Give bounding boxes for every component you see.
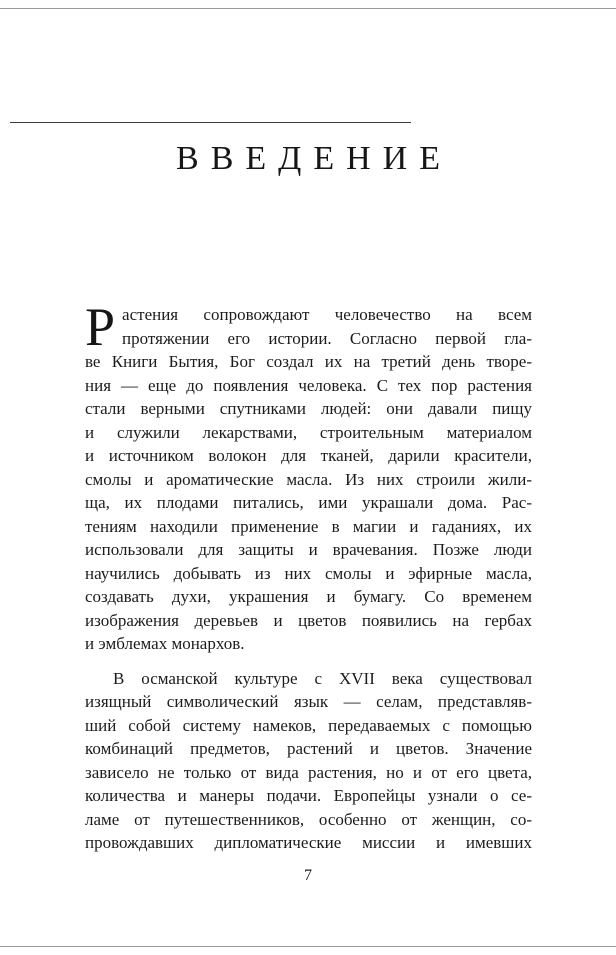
- text-line: ламе от путешественников, особенно от женщин, со-: [85, 809, 532, 829]
- text-line: тениям находили применение в магии и гаданиях, их: [85, 516, 532, 536]
- text-line: количества и манеры подачи. Европейцы узнали о се-: [85, 786, 532, 805]
- text-line: зависело не только от вида растения, но и от его цвета,: [85, 762, 532, 782]
- text-line: ший собой систему намеков, передаваемых с помощью: [85, 715, 532, 735]
- text-line: создавать духи, украшения и бумагу. Со временем: [85, 587, 532, 606]
- text-block: [85, 297, 532, 855]
- text-line: ве Книги Бытия, Бог создал их на третий день творе-: [85, 352, 532, 371]
- page-number: 7: [304, 867, 312, 884]
- paragraph: [85, 297, 532, 656]
- page-bottom-border: [0, 946, 616, 947]
- text-line: и источником волокон для тканей, дарили красители,: [85, 446, 532, 465]
- text-line: изящный символический язык — селам, представляв-: [85, 692, 532, 711]
- text-line: стали верными спутниками людей: они давали пищу: [85, 399, 532, 418]
- text-line: комбинаций предметов, растений и цветов. Значение: [85, 739, 532, 758]
- text-line: протяжении его истории. Согласно первой гла-: [122, 328, 532, 348]
- text-line: ния — еще до появления человека. С тех пор растения: [85, 375, 532, 395]
- text-line: изображения деревьев и цветов появились на гербах: [85, 610, 532, 630]
- text-line: астения сопровождают человечество на всем: [122, 305, 532, 324]
- text-line: использовали для защиты и врачевания. Позже люди: [85, 540, 532, 559]
- drop-cap: Р: [85, 297, 116, 357]
- text-line: научились добывать из них смолы и эфирные масла,: [85, 563, 532, 583]
- paragraph: [85, 667, 532, 855]
- text-line: и эмблемах монархов.: [85, 634, 245, 653]
- text-line: В османской культуре с XVII века существовал: [113, 668, 532, 688]
- page-top-border: [0, 8, 616, 9]
- chapter-rule: [10, 122, 411, 123]
- text-line: смолы и ароматические масла. Из них строили жили-: [85, 469, 532, 489]
- text-line: ща, их плодами питались, ими украшали дома. Рас-: [85, 493, 532, 512]
- text-line: и служили лекарствами, строительным материалом: [85, 422, 532, 442]
- chapter-title: ВВЕДЕНИЕ: [176, 140, 452, 177]
- text-line: провождавших дипломатические миссии и имевших: [85, 833, 532, 852]
